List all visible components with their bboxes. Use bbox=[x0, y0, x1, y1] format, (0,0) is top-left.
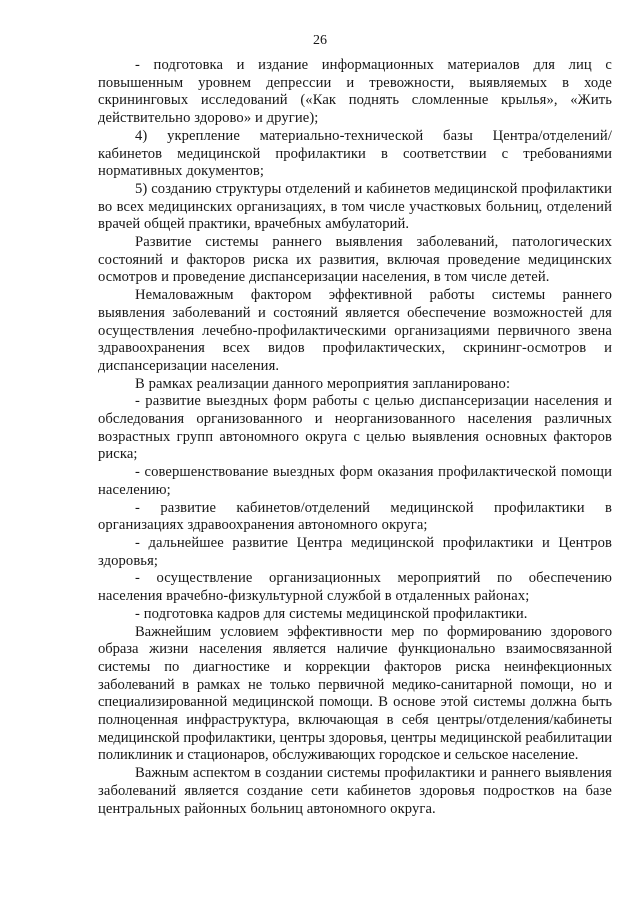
paragraph: Важнейшим условием эффективности мер по формированию здорового образа жизни населения является наличие функционально взаимосвязанной системы по диагностике и коррекции факторов риска неинфекционных заболеваний в рамках не только первичной медико-санитарной помощи, но и специализированной медицинской помощи. В основе этой системы должна быть полноценная инфраструктура, включающая в себя центры/отделения/кабинеты медицинской профилактики, центры здоровья, центры медицинской реабилитации поликлиник и стационаров, обслуживающих городское и сельское население. bbox=[98, 623, 612, 764]
paragraph: Развитие системы раннего выявления заболеваний, патологических состояний и факторов риска их развития, включая проведение медицинских осмотров и проведение диспансеризации населения, в том числе детей. bbox=[98, 234, 612, 286]
list-item: - осуществление организационных мероприятий по обеспечению населения врачебно-физкультурной службой в отдаленных районах; bbox=[98, 570, 612, 605]
page-number: 26 bbox=[313, 33, 327, 48]
list-item: - подготовка кадров для системы медицинской профилактики. bbox=[135, 605, 528, 622]
document-body bbox=[98, 57, 612, 818]
paragraph: - подготовка и издание информационных материалов для лиц с повышенным уровнем депрессии и тревожности, выявляемых в ходе скрининговых исследований («Как поднять сломленные крылья», «Жить действительно здорово» и другие); bbox=[98, 57, 612, 127]
list-item: - совершенствование выездных форм оказания профилактической помощи населению; bbox=[98, 464, 612, 498]
list-item: - развитие кабинетов/отделений медицинской профилактики в организациях здравоохранения автономного округа; bbox=[98, 499, 612, 534]
paragraph: Немаловажным фактором эффективной работы системы раннего выявления заболеваний и состояний является обеспечение возможностей для осуществления лечебно-профилактическими организациями первичного звена здравоохранения всех видов профилактических, скрининг-осмотров и диспансеризации населения. bbox=[98, 287, 612, 374]
paragraph: 4) укрепление материально-технической базы Центра/отделений/ кабинетов медицинской профилактики в соответствии с требованиями нормативных документов; bbox=[98, 127, 612, 180]
paragraph: Важным аспектом в создании системы профилактики и раннего выявления заболеваний является создание сети кабинетов здоровья подростков на базе центральных районных больниц автономного округа. bbox=[98, 765, 612, 817]
list-item: - дальнейшее развитие Центра медицинской профилактики и Центров здоровья; bbox=[98, 534, 612, 569]
list-item: - развитие выездных форм работы с целью диспансеризации населения и обследования организованного и неорганизованного населения различных возрастных групп автономного округа с целью выявления основных факторов риска; bbox=[98, 393, 612, 463]
paragraph: 5) созданию структуры отделений и кабинетов медицинской профилактики во всех медицинских организациях, в том числе участковых больниц, отделений врачей общей практики, врачебных амбулаторий. bbox=[98, 180, 612, 233]
paragraph: В рамках реализации данного мероприятия запланировано: bbox=[135, 375, 511, 392]
